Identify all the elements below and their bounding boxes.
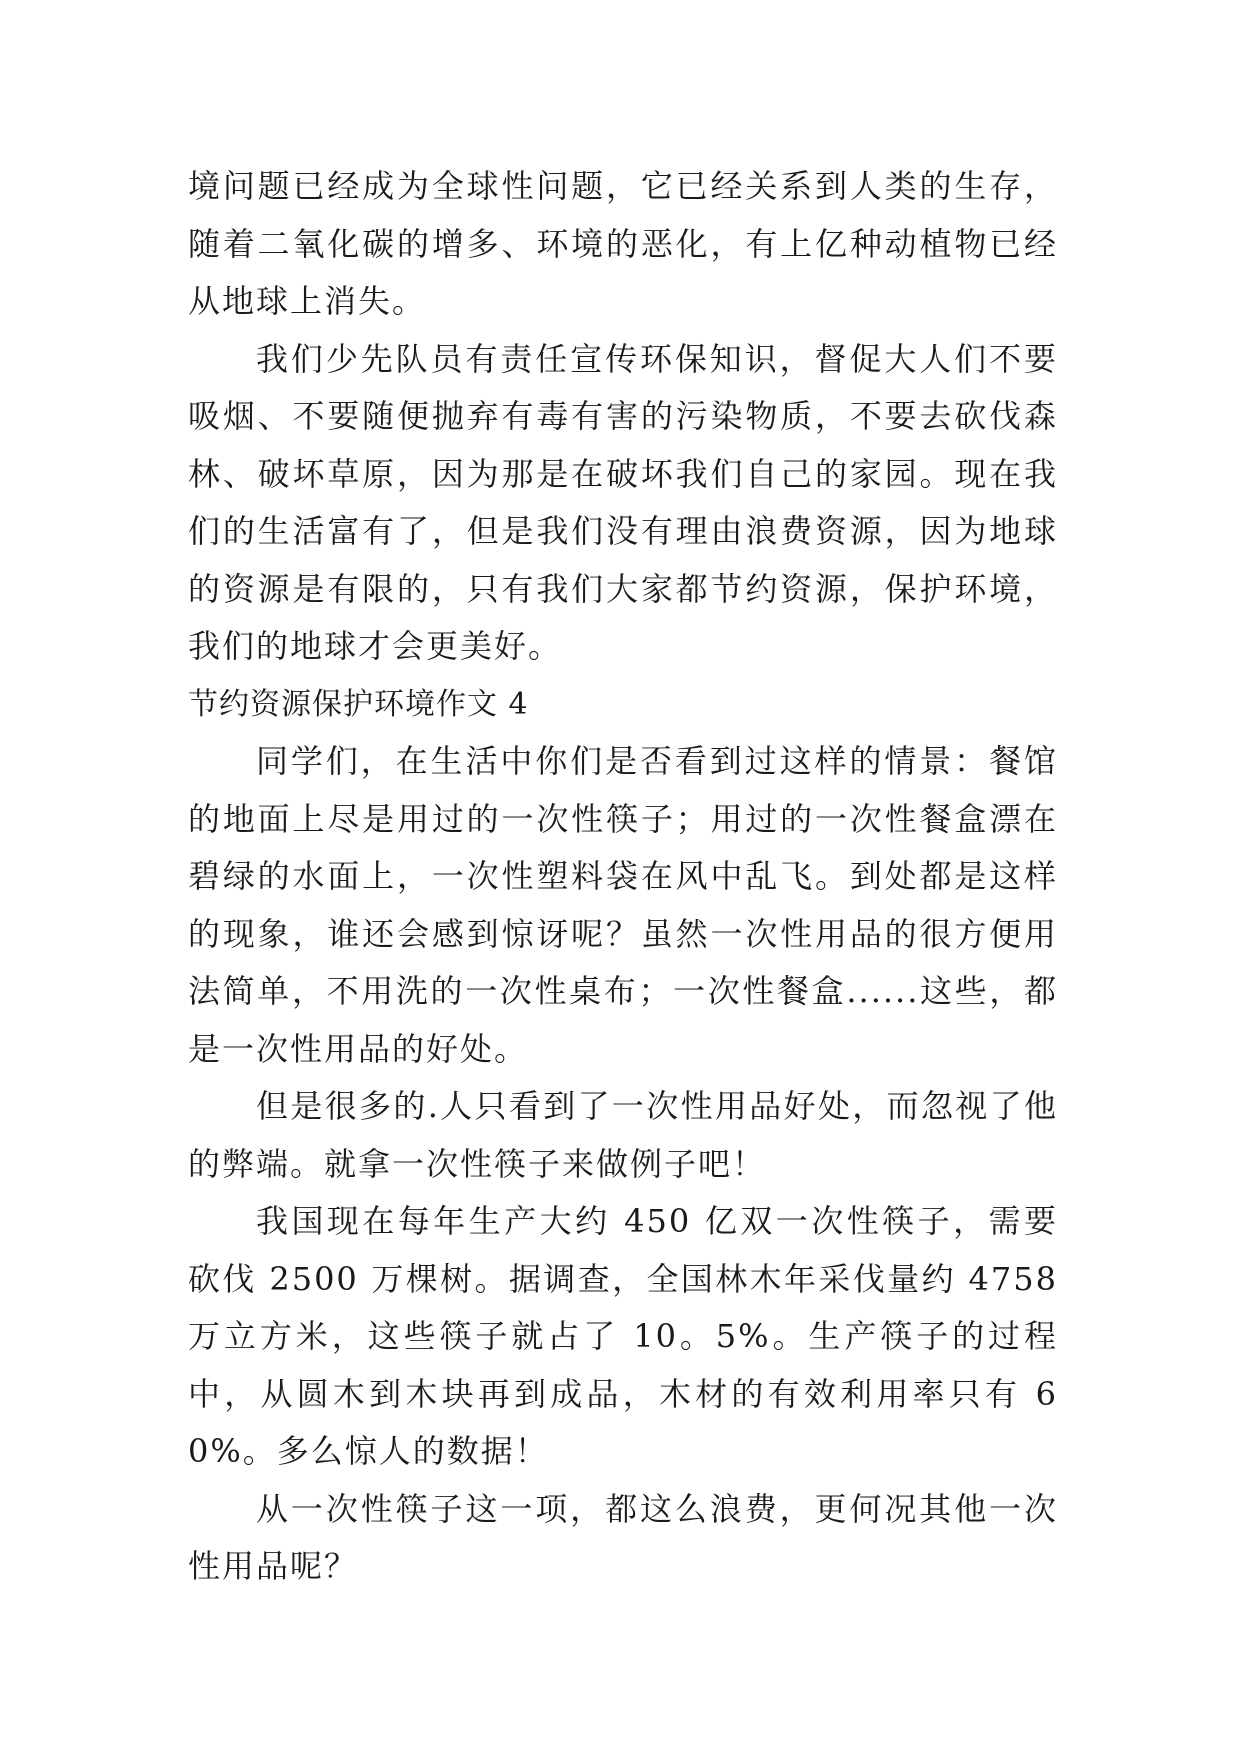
document-page — [188, 158, 1058, 1596]
paragraph-disposables: 同学们，在生活中你们是否看到过这样的情景：餐馆的地面上尽是用过的一次性筷子；用过的一次性餐盒漂在碧绿的水面上，一次性塑料袋在风中乱飞。到处都是这样的现象，谁还会感到惊讶呢？虽然一次性用品的很方便用法简单，不用洗的一次性桌布；一次性餐盒......这些，都是一次性用品的好处。 — [188, 742, 1058, 1068]
paragraph-drawbacks: 但是很多的.人只看到了一次性用品好处，而忽视了他的弊端。就拿一次性筷子来做例子吧！ — [188, 1087, 1058, 1183]
section-title: 节约资源保护环境作文 4 — [188, 686, 529, 722]
paragraph-continued: 境问题已经成为全球性问题，它已经关系到人类的生存，随着二氧化碳的增多、环境的恶化，有上亿种动植物已经从地球上消失。 — [188, 167, 1058, 320]
paragraph-conclusion: 从一次性筷子这一项，都这么浪费，更何况其他一次性用品呢？ — [188, 1489, 1058, 1585]
paragraph-statistics: 我国现在每年生产大约 450 亿双一次性筷子，需要砍伐 2500 万棵树。据调查，全国林木年采伐量约 4758 万立方米，这些筷子就占了 10。5%。生产筷子的过程中，从圆木到木块再到成品，木材的有效利用率只有 60%。多么惊人的数据！ — [188, 1202, 1058, 1470]
paragraph-pioneers: 我们少先队员有责任宣传环保知识，督促大人们不要吸烟、不要随便抛弃有毒有害的污染物质，不要去砍伐森林、破坏草原，因为那是在破坏我们自己的家园。现在我们的生活富有了，但是我们没有理由浪费资源，因为地球的资源是有限的，只有我们大家都节约资源，保护环境，我们的地球才会更美好。 — [188, 339, 1058, 665]
